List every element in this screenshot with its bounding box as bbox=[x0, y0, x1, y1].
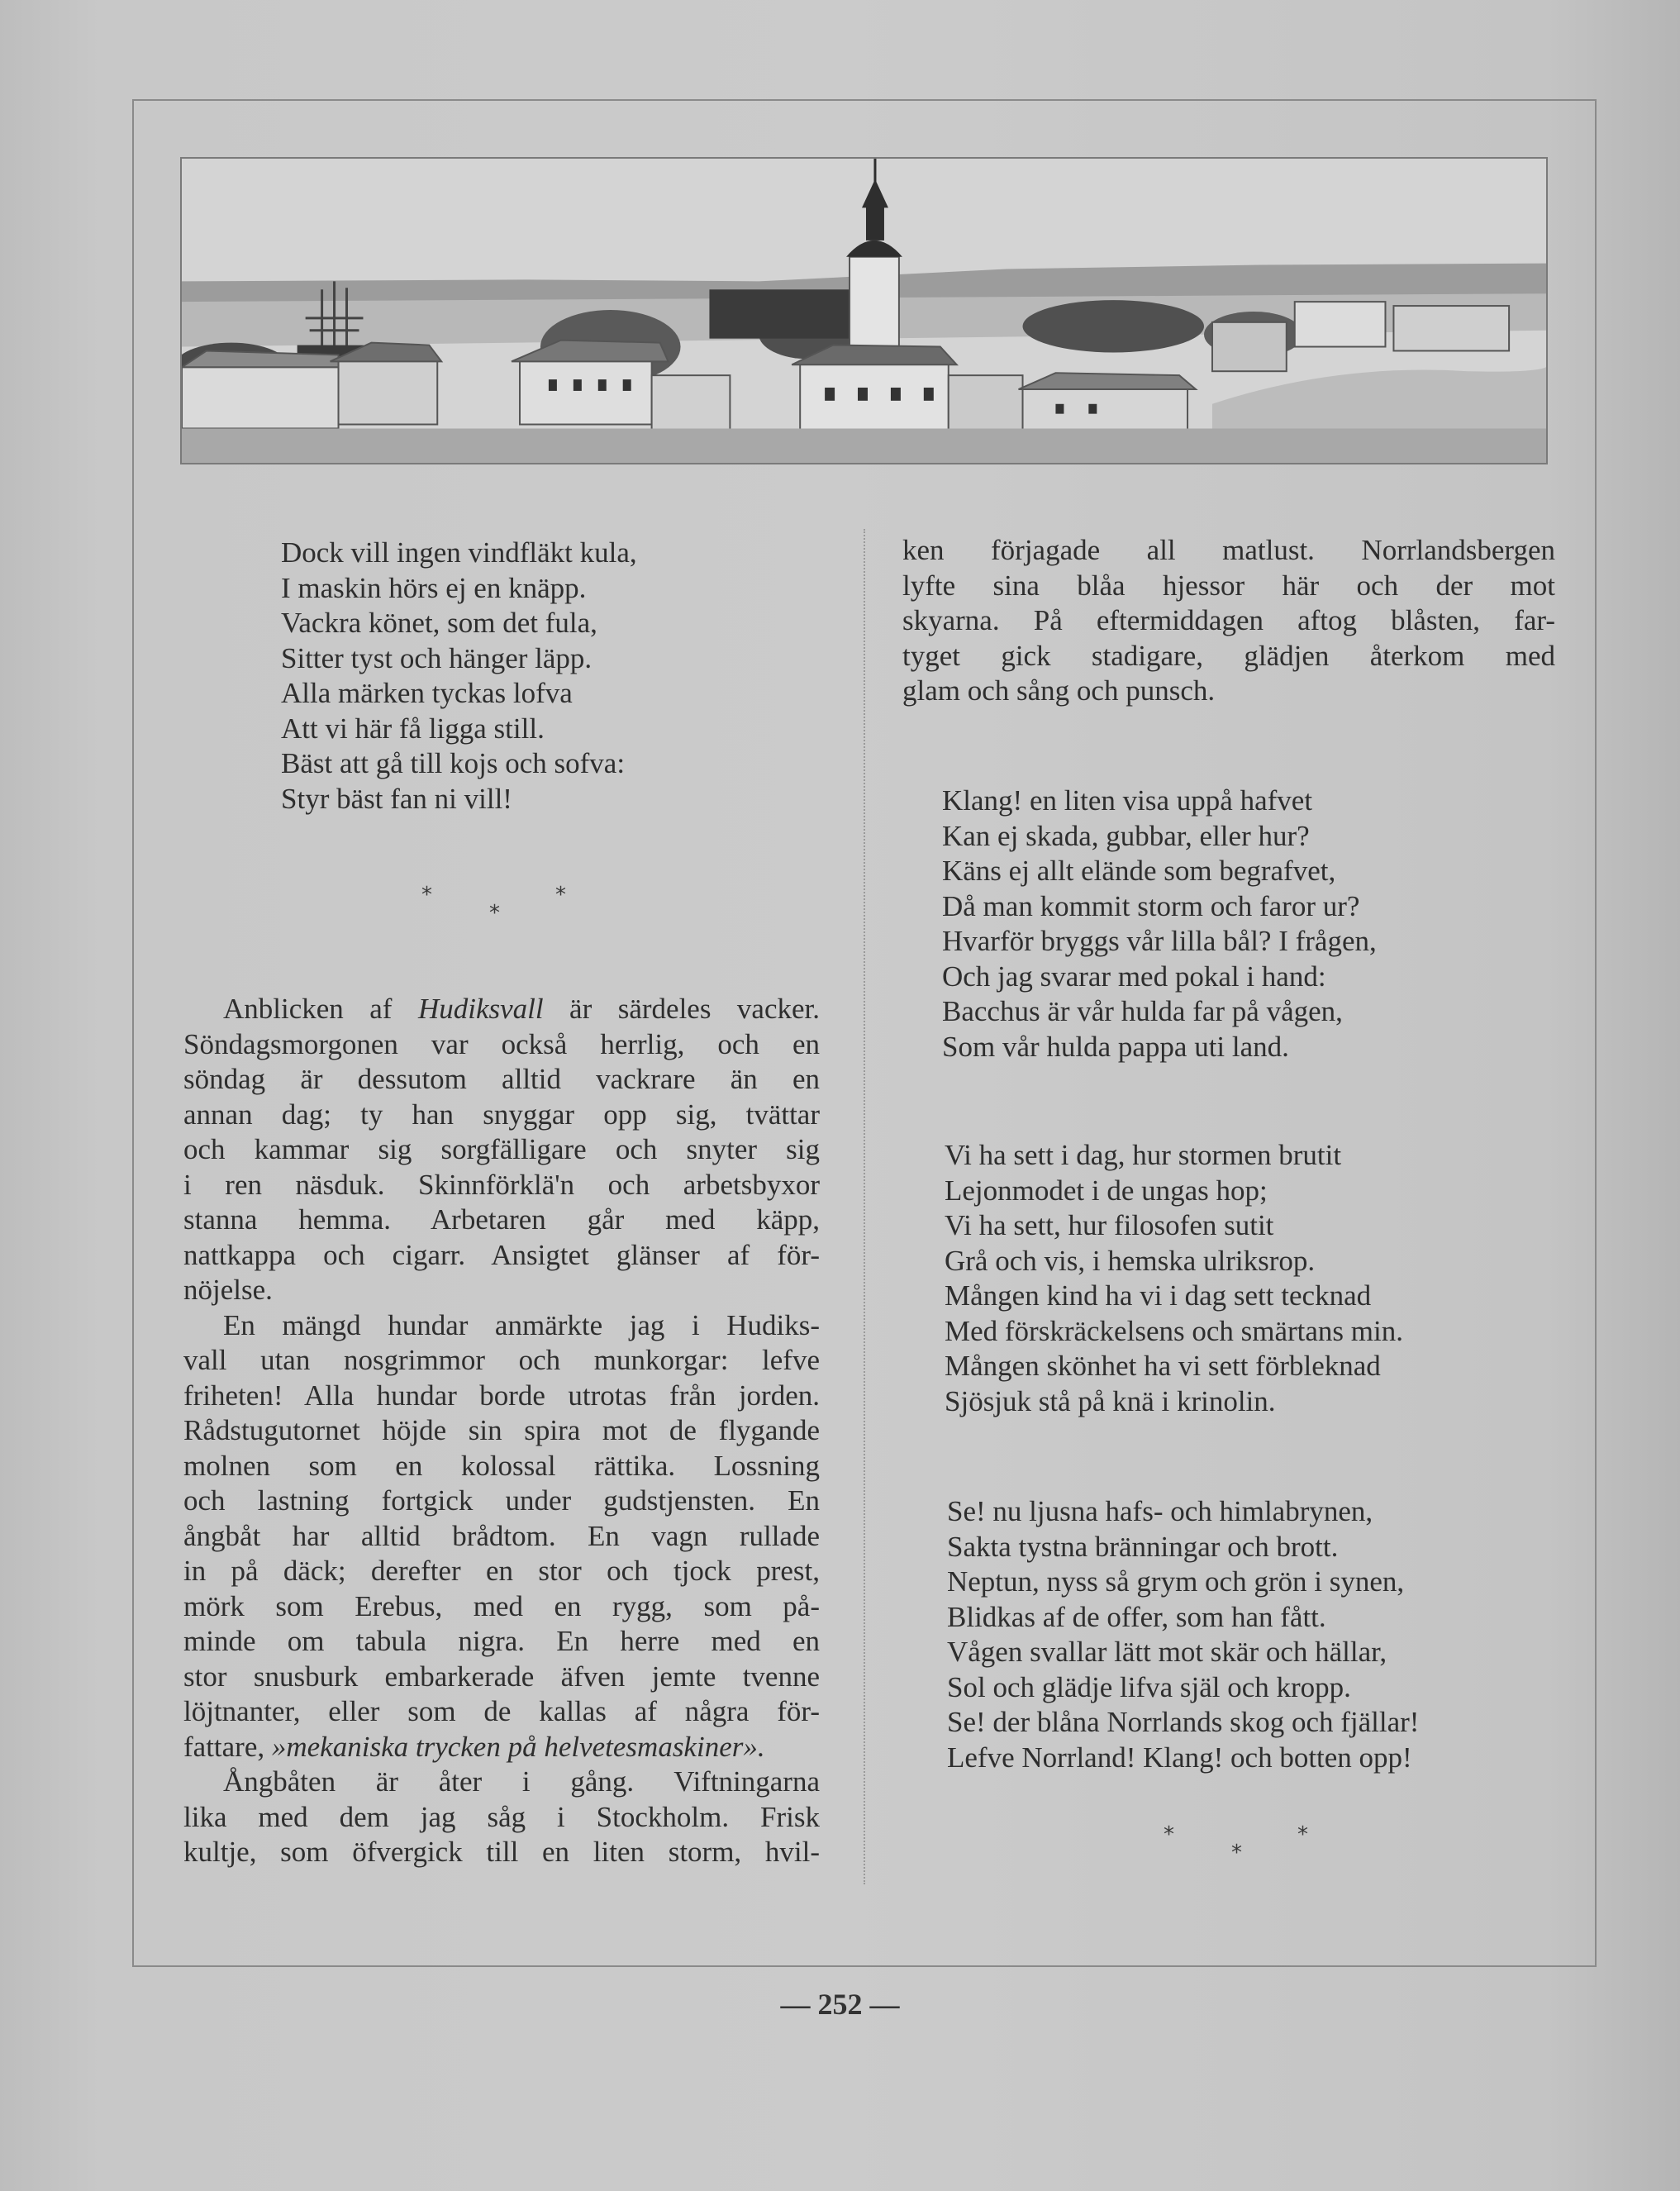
poem-line: Neptun, nyss så grym och grön i synen, bbox=[947, 1565, 1405, 1598]
prose-line: i ren näsduk. Skinnförklä'n och arbetsbyxor bbox=[183, 1168, 820, 1201]
poem-line: Bacchus är vår hulda far på vågen, bbox=[942, 995, 1343, 1027]
poem-line: Grå och vis, i hemska ulriksrop. bbox=[945, 1244, 1316, 1277]
prose-line: lika med dem jag såg i Stockholm. Frisk bbox=[183, 1800, 820, 1833]
poem-line: Vackra könet, som det fula, bbox=[281, 607, 597, 639]
poem-line: Sitter tyst och hänger läpp. bbox=[281, 641, 593, 674]
left-poem bbox=[281, 536, 637, 817]
prose-line: stanna hemma. Arbetaren går med käpp, bbox=[183, 1203, 820, 1236]
prose-line: annan dag; ty han snyggar opp sig, tvättar bbox=[183, 1098, 820, 1131]
prose-line: söndag är dessutom alltid vackrare än en bbox=[183, 1063, 820, 1095]
poem-line: Då man kommit storm och faror ur? bbox=[942, 889, 1360, 922]
poem-line: Vi ha sett i dag, hur stormen brutit bbox=[945, 1139, 1342, 1171]
prose-line: friheten! Alla hundar borde utrotas från jorden. bbox=[183, 1379, 820, 1412]
poem-line: Sjösjuk stå på knä i krinolin. bbox=[945, 1384, 1276, 1417]
prose-line: kultje, som öfvergick till en liten storm, hvil- bbox=[183, 1836, 820, 1868]
poem-line: Käns ej allt elände som begrafvet, bbox=[942, 855, 1336, 887]
poem-line: Vi ha sett, hur filosofen sutit bbox=[945, 1209, 1274, 1241]
section-star: * bbox=[1164, 1822, 1174, 1847]
prose-line: skyarna. På eftermiddagen aftog blåsten, far- bbox=[902, 604, 1555, 636]
prose-line: lyfte sina blåa hjessor här och der mot bbox=[902, 569, 1555, 602]
prose-line: ångbåt har alltid brådtom. En vagn rullade bbox=[183, 1519, 820, 1552]
section-star: * bbox=[1231, 1841, 1242, 1865]
poem-line: Mången kind ha vi i dag sett tecknad bbox=[945, 1279, 1372, 1312]
song-stanza-2 bbox=[945, 1138, 1403, 1419]
poem-line: Sakta tystna bränningar och brott. bbox=[947, 1530, 1339, 1563]
section-star: * bbox=[555, 883, 566, 907]
section-star: * bbox=[421, 883, 432, 907]
poem-line: Bäst att gå till kojs och sofva: bbox=[281, 747, 626, 779]
prose-line: nöjelse. bbox=[183, 1274, 273, 1306]
prose-line: ken förjagade all matlust. Norrlandsbergen bbox=[902, 534, 1555, 566]
poem-line: Att vi här få ligga still. bbox=[281, 712, 545, 745]
prose-line: minde om tabula nigra. En herre med en bbox=[183, 1625, 820, 1657]
prose-line: stor snusburk embarkerade äfven jemte tvenne bbox=[183, 1660, 820, 1693]
poem-line: Sol och glädje lifva själ och kropp. bbox=[947, 1670, 1351, 1703]
prose-line: tyget gick stadigare, glädjen återkom med bbox=[902, 639, 1555, 672]
poem-line: Dock vill ingen vindfläkt kula, bbox=[281, 536, 637, 569]
prose-line: mörk som Erebus, med en rygg, som på- bbox=[183, 1589, 820, 1622]
section-star: * bbox=[489, 901, 500, 926]
prose-line: vall utan nosgrimmor och munkorgar: lefve bbox=[183, 1344, 820, 1376]
poem-line: Kan ej skada, gubbar, eller hur? bbox=[942, 819, 1310, 852]
poem-line: Se! der blåna Norrlands skog och fjällar! bbox=[947, 1706, 1420, 1738]
prose-line: glam och sång och punsch. bbox=[902, 674, 1216, 707]
poem-line: Som vår hulda pappa uti land. bbox=[942, 1030, 1289, 1063]
prose-line: nattkappa och cigarr. Ansigtet glänser af för- bbox=[183, 1238, 820, 1271]
town-illustration-drawing bbox=[182, 159, 1546, 463]
poem-line: Blidkas af de offer, som han fått. bbox=[947, 1600, 1326, 1633]
poem-line: Lejonmodet i de ungas hop; bbox=[945, 1174, 1268, 1207]
poem-line: Klang! en liten visa uppå hafvet bbox=[942, 784, 1313, 817]
poem-line: Alla märken tyckas lofva bbox=[281, 677, 573, 709]
prose-line: Rådstugutornet höjde sin spira mot de flygande bbox=[183, 1414, 820, 1446]
poem-line: Och jag svarar med pokal i hand: bbox=[942, 960, 1326, 993]
poem-line: Med förskräckelsens och smärtans min. bbox=[945, 1314, 1403, 1347]
prose-line: En mängd hundar anmärkte jag i Hudiks- bbox=[223, 1308, 820, 1341]
song-stanza-1 bbox=[942, 784, 1377, 1065]
prose-line: Söndagsmorgonen var också herrlig, och en bbox=[183, 1027, 820, 1060]
poem-line: Hvarför bryggs vår lilla bål? I frågen, bbox=[942, 925, 1377, 957]
prose-line: molnen som en kolossal rättika. Lossning bbox=[183, 1449, 820, 1482]
section-star: * bbox=[1297, 1822, 1308, 1847]
prose-line: och kammar sig sorgfälligare och snyter sig bbox=[183, 1133, 820, 1165]
right-prose bbox=[902, 533, 1555, 709]
quoted-emphasis: »mekaniska trycken på helvetesmaskiner». bbox=[271, 1730, 765, 1763]
prose-line: löjtnanter, eller som de kallas af några för- bbox=[183, 1695, 820, 1727]
left-prose bbox=[183, 992, 820, 1870]
poem-line: Styr bäst fan ni vill! bbox=[281, 782, 512, 815]
song-stanza-3 bbox=[947, 1494, 1419, 1775]
prose-line: in på däck; derefter en stor och tjock prest, bbox=[183, 1555, 820, 1587]
poem-line: Lefve Norrland! Klang! och botten opp! bbox=[947, 1741, 1412, 1774]
prose-line: Anblicken af Hudiksvall är särdeles vacker. bbox=[223, 993, 820, 1025]
prose-line: och lastning fortgick under gudstjensten. En bbox=[183, 1484, 820, 1517]
poem-line: Vågen svallar lätt mot skär och hällar, bbox=[947, 1636, 1387, 1668]
page-number: — 252 — bbox=[780, 1988, 900, 2021]
column-divider bbox=[864, 529, 865, 1884]
poem-line: Se! nu ljusna hafs- och himlabrynen, bbox=[947, 1495, 1373, 1527]
place-name-emphasis: Hudiksvall bbox=[417, 993, 544, 1025]
poem-line: Mången skönhet ha vi sett förbleknad bbox=[945, 1350, 1381, 1382]
prose-line: Ångbåten är åter i gång. Viftningarna bbox=[223, 1765, 820, 1798]
prose-line: fattare, »mekaniska trycken på helvetesmaskiner». bbox=[183, 1730, 765, 1763]
poem-line: I maskin hörs ej en knäpp. bbox=[281, 571, 587, 604]
town-illustration bbox=[180, 157, 1548, 464]
